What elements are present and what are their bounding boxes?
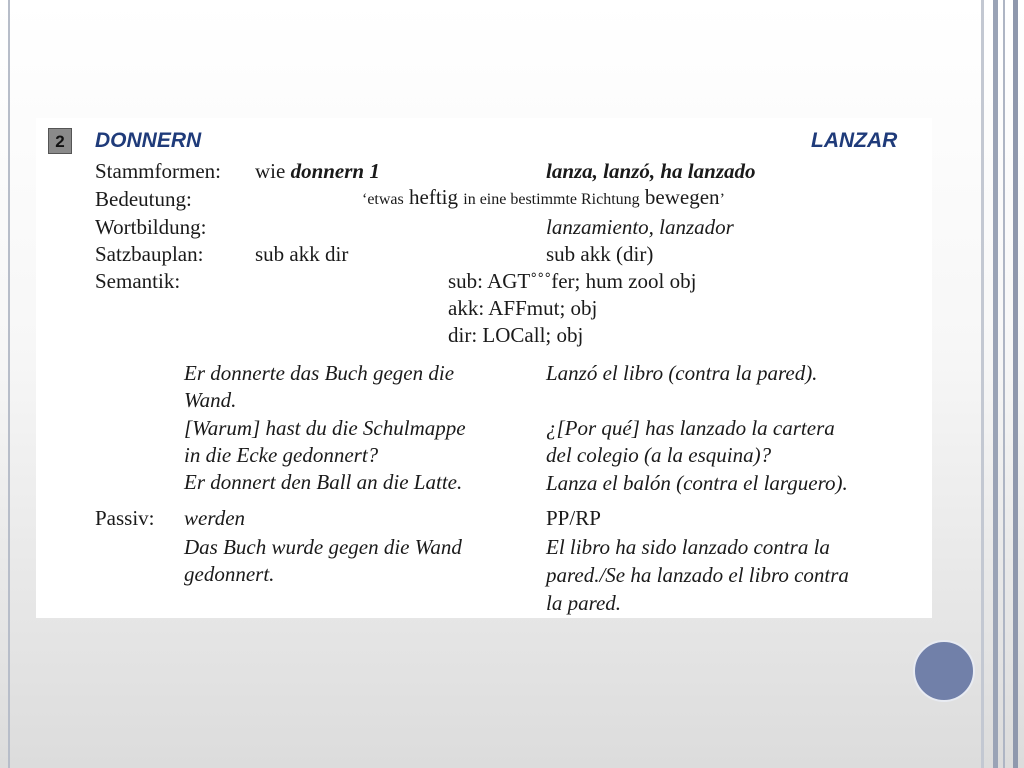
bedeutung-word: in eine bestimmte Richtung <box>463 191 640 208</box>
semantik-label: Semantik: <box>95 269 181 293</box>
slide-frame-left-line <box>8 0 10 768</box>
semantik-line: dir: LOCall; obj <box>448 323 584 347</box>
example-spanish-line: Lanzó el libro (contra la pared). <box>546 361 818 385</box>
bedeutung-definition <box>362 184 725 213</box>
passiv-spanish-line: la pared. <box>546 591 622 615</box>
slide-frame-right-line <box>993 0 998 768</box>
satzbauplan-spanish: sub akk (dir) <box>546 242 654 266</box>
stammformen-label: Stammformen: <box>95 159 221 183</box>
entry-number-badge: 2 <box>48 128 72 154</box>
satzbauplan-german: sub akk dir <box>255 242 349 266</box>
example-german-line: Er donnert den Ball an die Latte. <box>184 470 463 494</box>
semantik-line: akk: AFFmut; obj <box>448 296 598 320</box>
german-verb-heading: DONNERN <box>95 129 202 152</box>
example-spanish-line: del colegio (a la esquina)? <box>546 443 772 467</box>
wortbildung-label: Wortbildung: <box>95 215 207 239</box>
bedeutung-quote-open: ‘ <box>362 191 368 208</box>
passiv-label: Passiv: <box>95 506 155 530</box>
bedeutung-word: bewegen <box>644 185 720 209</box>
satzbauplan-label: Satzbauplan: <box>95 242 204 266</box>
slide-frame-right-line <box>981 0 984 768</box>
stammformen-german <box>255 158 380 185</box>
passiv-spanish-line: El libro ha sido lanzado contra la <box>546 535 830 559</box>
wortbildung-spanish: lanzamiento, lanzador <box>546 215 734 239</box>
stammformen-spanish: lanza, lanzó, ha lanzado <box>546 159 756 183</box>
slide-frame-right-line <box>1013 0 1018 768</box>
bedeutung-word: etwas <box>367 191 404 208</box>
slide-decoration-circle <box>913 640 975 702</box>
slide-frame-right-line <box>1003 0 1005 768</box>
example-german-line: Wand. <box>184 388 237 412</box>
passiv-spanish-auxiliary: PP/RP <box>546 506 601 530</box>
semantik-line: sub: AGT˚˚˚fer; hum zool obj <box>448 269 697 293</box>
example-german-line: [Warum] hast du die Schulmappe <box>184 416 466 440</box>
stammformen-german-value: donnern 1 <box>290 159 380 183</box>
example-spanish-line: Lanza el balón (contra el larguero). <box>546 471 848 495</box>
example-german-line: Er donnerte das Buch gegen die <box>184 361 455 385</box>
spanish-verb-heading: LANZAR <box>811 129 898 152</box>
bedeutung-label: Bedeutung: <box>95 187 192 211</box>
example-german-line: in die Ecke gedonnert? <box>184 443 379 467</box>
passiv-spanish-line: pared./Se ha lanzado el libro contra <box>546 563 849 587</box>
passiv-german-line: gedonnert. <box>184 562 275 586</box>
example-spanish-line: ¿[Por qué] has lanzado la cartera <box>546 416 835 440</box>
dictionary-entry-panel <box>36 118 932 618</box>
passiv-german-line: Das Buch wurde gegen die Wand <box>184 535 462 559</box>
bedeutung-word: heftig <box>409 185 458 209</box>
passiv-german-auxiliary: werden <box>184 506 246 530</box>
stammformen-prefix: wie <box>255 159 291 183</box>
bedeutung-quote-close: ’ <box>719 191 725 208</box>
